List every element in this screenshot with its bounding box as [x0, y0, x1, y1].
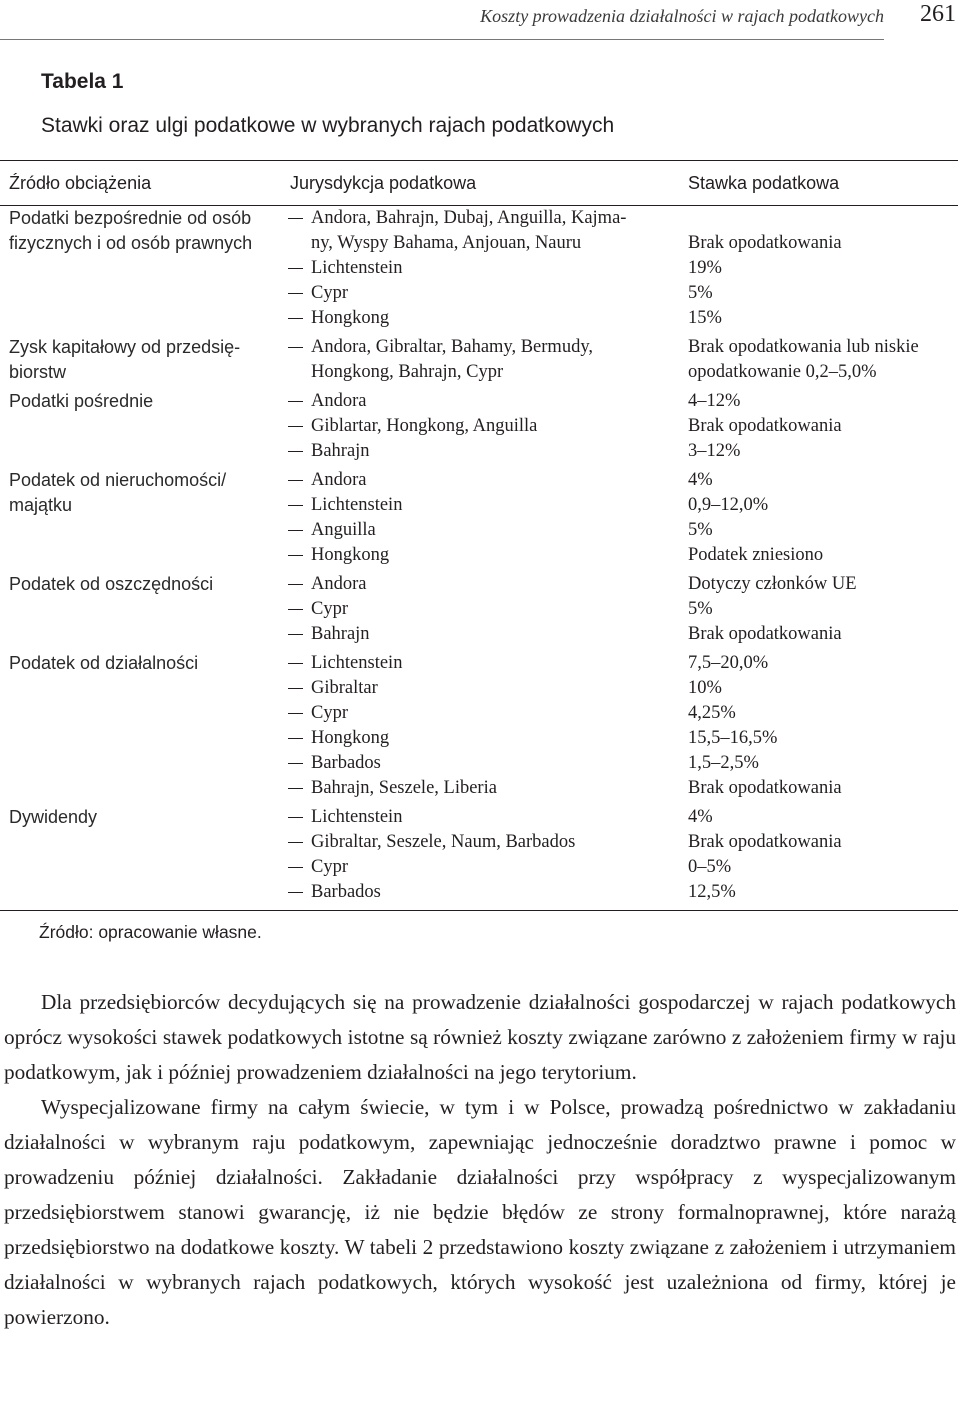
- rate-line: 0,9–12,0%: [688, 495, 769, 515]
- table-header-row: [0, 161, 958, 205]
- jurisdiction-line: Cypr: [311, 599, 348, 619]
- jurisdiction-item: [288, 281, 688, 306]
- jurisdiction-line: Andora, Gibraltar, Bahamy, Bermudy,: [311, 337, 593, 357]
- rate-item: [688, 389, 958, 414]
- jurisdiction-line: Cypr: [311, 857, 348, 877]
- jurisdiction-line: Hongkong: [311, 728, 390, 748]
- rate-item: [688, 256, 958, 281]
- tax-rates-table: [0, 160, 958, 911]
- rate-cell: [688, 206, 958, 331]
- rate-line: 15,5–16,5%: [688, 728, 778, 748]
- jurisdiction-item: [288, 701, 688, 726]
- jurisdiction-line: Giblartar, Hongkong, Anguilla: [311, 416, 538, 436]
- jurisdiction-line: ny, Wyspy Bahama, Anjouan, Nauru: [311, 233, 582, 253]
- jurisdiction-item: [288, 572, 688, 597]
- tax-source-line: fizycznych i od osób prawnych: [9, 233, 253, 253]
- rate-item: [688, 543, 958, 568]
- jurisdiction-line: Barbados: [311, 882, 381, 902]
- rate-item: [688, 597, 958, 622]
- rate-item: [688, 281, 958, 306]
- table-label: Tabela 1: [41, 70, 124, 93]
- rate-cell: [688, 389, 958, 464]
- rate-item: [688, 518, 958, 543]
- rate-line: 5%: [688, 599, 713, 619]
- jurisdiction-line: Gibraltar, Seszele, Naum, Barbados: [311, 832, 576, 852]
- jurisdiction-line: Hongkong: [311, 545, 390, 565]
- jurisdiction-line: Andora, Bahrajn, Dubaj, Anguilla, Kajma-: [311, 208, 627, 228]
- jurisdiction-line: Lichtenstein: [311, 807, 403, 827]
- jurisdiction-cell: [288, 572, 688, 647]
- rate-line: Podatek zniesiono: [688, 545, 824, 565]
- rate-item: [688, 572, 958, 597]
- jurisdiction-item: [288, 335, 688, 385]
- jurisdiction-line: Andora: [311, 470, 367, 490]
- jurisdiction-line: Lichtenstein: [311, 258, 403, 278]
- rate-line: Brak opodatkowania: [688, 416, 842, 436]
- tax-source-line: Podatek od działalności: [9, 653, 199, 673]
- jurisdiction-line: Andora: [311, 574, 367, 594]
- jurisdiction-line: Hongkong, Bahrajn, Cypr: [311, 362, 504, 382]
- rate-line: 4–12%: [688, 391, 741, 411]
- tax-source-cell: [0, 651, 288, 801]
- jurisdiction-item: [288, 880, 688, 905]
- rate-cell: [688, 468, 958, 568]
- rate-line: [688, 206, 958, 231]
- rate-cell: [688, 651, 958, 801]
- jurisdiction-line: Lichtenstein: [311, 495, 403, 515]
- rate-line: 0–5%: [688, 857, 732, 877]
- jurisdiction-item: [288, 518, 688, 543]
- jurisdiction-item: [288, 206, 688, 256]
- jurisdiction-item: [288, 855, 688, 880]
- rate-item: [688, 676, 958, 701]
- table-row: [0, 651, 958, 805]
- rate-cell: [688, 805, 958, 905]
- page-number: 261: [920, 1, 956, 27]
- column-header-rate: Stawka podatkowa: [688, 172, 840, 193]
- rate-item: [688, 335, 958, 385]
- rate-line: 3–12%: [688, 441, 741, 461]
- jurisdiction-item: [288, 306, 688, 331]
- rate-line: Brak opodatkowania: [688, 624, 842, 644]
- rate-line: 1,5–2,5%: [688, 753, 759, 773]
- rate-item: [688, 751, 958, 776]
- jurisdiction-line: Anguilla: [311, 520, 376, 540]
- tax-source-line: majątku: [9, 495, 73, 515]
- column-header-jurisdiction: Jurysdykcja podatkowa: [290, 172, 477, 193]
- rate-line: 19%: [688, 258, 722, 278]
- tax-source-line: Podatki bezpośrednie od osób: [9, 208, 252, 228]
- rate-line: Brak opodatkowania: [688, 233, 842, 253]
- table-row: [0, 572, 958, 651]
- table-row: [0, 389, 958, 468]
- jurisdiction-item: [288, 751, 688, 776]
- body-text: [4, 985, 956, 1335]
- rate-item: [688, 468, 958, 493]
- tax-source-line: biorstw: [9, 362, 67, 382]
- header-rule: [0, 39, 884, 40]
- rate-item: [688, 622, 958, 647]
- rate-item: [688, 855, 958, 880]
- jurisdiction-item: [288, 805, 688, 830]
- jurisdiction-item: [288, 597, 688, 622]
- table-row: [0, 805, 958, 909]
- rate-line: 4,25%: [688, 703, 736, 723]
- jurisdiction-item: [288, 493, 688, 518]
- jurisdiction-cell: [288, 206, 688, 331]
- jurisdiction-item: [288, 439, 688, 464]
- paragraph: Dla przedsiębiorców decydujących się na prowadzenie działalności gospodarczej w rajach podatkowych oprócz wysokości stawek podatkowych istotne są również koszty związane zarówno z założeniem firmy w raju podatkowym, jak i później prowadzeniem działalności na jego terytorium.: [4, 990, 956, 1084]
- column-header-source: Źródło obciążenia: [9, 172, 152, 193]
- table-bottom-rule: [0, 910, 958, 911]
- jurisdiction-line: Cypr: [311, 703, 348, 723]
- rate-line: 7,5–20,0%: [688, 653, 769, 673]
- rate-line: 10%: [688, 678, 722, 698]
- rate-cell: [688, 572, 958, 647]
- table-row: [0, 468, 958, 572]
- table-caption: Stawki oraz ulgi podatkowe w wybranych rajach podatkowych: [41, 114, 615, 137]
- jurisdiction-cell: [288, 389, 688, 464]
- rate-line: opodatkowanie 0,2–5,0%: [688, 362, 877, 382]
- jurisdiction-cell: [288, 335, 688, 385]
- rate-line: Brak opodatkowania: [688, 778, 842, 798]
- jurisdiction-item: [288, 414, 688, 439]
- rate-item: [688, 306, 958, 331]
- rate-item: [688, 493, 958, 518]
- jurisdiction-line: Cypr: [311, 283, 348, 303]
- jurisdiction-item: [288, 256, 688, 281]
- tax-source-line: Podatek od nieruchomości/: [9, 470, 227, 490]
- tax-source-cell: [0, 206, 288, 331]
- rate-line: Brak opodatkowania: [688, 832, 842, 852]
- tax-source-line: Podatki pośrednie: [9, 391, 154, 411]
- rate-item: [688, 206, 958, 256]
- rate-item: [688, 414, 958, 439]
- table-body: [0, 206, 958, 911]
- jurisdiction-line: Barbados: [311, 753, 381, 773]
- jurisdiction-item: [288, 543, 688, 568]
- jurisdiction-line: Bahrajn: [311, 624, 370, 644]
- tax-source-cell: [0, 572, 288, 647]
- tax-source-line: Podatek od oszczędności: [9, 574, 214, 594]
- tax-source-cell: [0, 335, 288, 385]
- table-row: [0, 335, 958, 389]
- tax-source-cell: [0, 468, 288, 568]
- rate-item: [688, 439, 958, 464]
- jurisdiction-line: Bahrajn, Seszele, Liberia: [311, 778, 497, 798]
- rate-item: [688, 805, 958, 830]
- tax-source-cell: [0, 389, 288, 464]
- rate-item: [688, 726, 958, 751]
- jurisdiction-cell: [288, 651, 688, 801]
- jurisdiction-item: [288, 622, 688, 647]
- jurisdiction-item: [288, 676, 688, 701]
- jurisdiction-cell: [288, 468, 688, 568]
- rate-line: 12,5%: [688, 882, 736, 902]
- jurisdiction-line: Bahrajn: [311, 441, 370, 461]
- running-title: Koszty prowadzenia działalności w rajach podatkowych: [480, 6, 884, 26]
- jurisdiction-item: [288, 468, 688, 493]
- jurisdiction-line: Gibraltar: [311, 678, 378, 698]
- rate-line: Dotyczy członków UE: [688, 574, 857, 594]
- rate-item: [688, 830, 958, 855]
- rate-line: 5%: [688, 283, 713, 303]
- jurisdiction-item: [288, 389, 688, 414]
- rate-item: [688, 701, 958, 726]
- rate-cell: [688, 335, 958, 385]
- tax-source-line: Dywidendy: [9, 807, 98, 827]
- rate-line: Brak opodatkowania lub niskie: [688, 337, 919, 357]
- jurisdiction-item: [288, 830, 688, 855]
- jurisdiction-line: Hongkong: [311, 308, 390, 328]
- rate-item: [688, 880, 958, 905]
- table-source-note: Źródło: opracowanie własne.: [39, 922, 262, 942]
- jurisdiction-item: [288, 651, 688, 676]
- jurisdiction-cell: [288, 805, 688, 905]
- running-head: [0, 0, 960, 40]
- jurisdiction-item: [288, 726, 688, 751]
- rate-item: [688, 651, 958, 676]
- rate-item: [688, 776, 958, 801]
- rate-line: 4%: [688, 470, 713, 490]
- tax-source-cell: [0, 805, 288, 905]
- jurisdiction-item: [288, 776, 688, 801]
- jurisdiction-line: Lichtenstein: [311, 653, 403, 673]
- paragraph: Wyspecjalizowane firmy na całym świecie, w tym i w Polsce, prowadzą pośrednictwo w zakładaniu działalności w wybranym raju podatkowym, zapewniając jednocześnie doradztwo prawne i pomoc w prowadzeniu później działalności. Zakładanie działalności przy współpracy z wyspecjalizowanym przedsiębiorstwem stanowi gwarancję, iż nie będzie błędów ze strony formalnoprawnej, które narażą przedsiębiorstwo na dodatkowe koszty. W tabeli 2 przedstawiono koszty związane z założeniem i utrzymaniem działalności w wybranych rajach podatkowych, których wysokość jest uzależniona od firmy, której je powierzono.: [4, 1095, 956, 1329]
- table-row: [0, 206, 958, 335]
- rate-line: 5%: [688, 520, 713, 540]
- rate-line: 15%: [688, 308, 722, 328]
- jurisdiction-line: Andora: [311, 391, 367, 411]
- rate-line: 4%: [688, 807, 713, 827]
- tax-source-line: Zysk kapitałowy od przedsię-: [9, 337, 241, 357]
